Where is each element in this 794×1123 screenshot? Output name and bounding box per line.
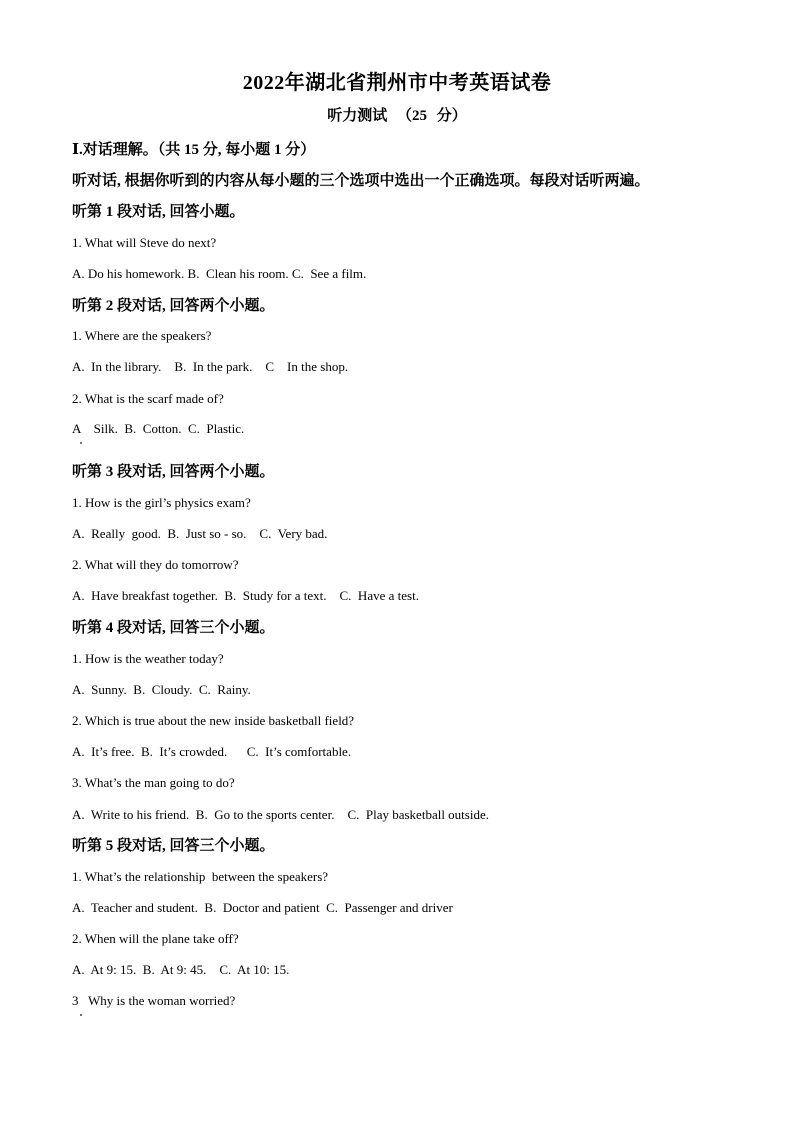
dialogue-4-question-3: 3. What’s the man going to do?	[72, 775, 235, 790]
dialogue-2-question-2: 2. What is the scarf made of?	[72, 391, 224, 406]
dialogue-4-question-2-options: A. It’s free. B. It’s crowded. C. It’s comfortable.	[72, 744, 352, 759]
dialogue-2-heading: 听第 2 段对话, 回答两个小题。	[72, 298, 275, 314]
dialogue-4-heading: 听第 4 段对话, 回答三个小题。	[72, 620, 275, 636]
scan-dot	[80, 1014, 82, 1016]
dialogue-3-heading: 听第 3 段对话, 回答两个小题。	[72, 464, 275, 480]
dialogue-1-question-1-options: A. Do his homework. B. Clean his room. C. See a film.	[72, 266, 367, 281]
dialogue-4-question-1: 1. How is the weather today?	[72, 651, 224, 666]
dialogue-2-question-1: 1. Where are the speakers?	[72, 328, 212, 343]
dialogue-3-question-1: 1. How is the girl’s physics exam?	[72, 495, 251, 510]
dialogue-5-question-1-options: A. Teacher and student. B. Doctor and patient C. Passenger and driver	[72, 900, 453, 915]
dialogue-4-question-1-options: A. Sunny. B. Cloudy. C. Rainy.	[72, 682, 251, 697]
dialogue-5-question-1: 1. What’s the relationship between the speakers?	[72, 869, 329, 884]
dialogue-2-question-2-options: A Silk. B. Cotton. C. Plastic.	[72, 421, 245, 436]
dialogue-1-heading: 听第 1 段对话, 回答小题。	[72, 204, 245, 220]
dialogue-5-question-3: 3 Why is the woman worried?	[72, 993, 236, 1008]
dialogue-2-question-1-options: A. In the library. B. In the park. C In the shop.	[72, 359, 349, 374]
dialogue-3-question-2: 2. What will they do tomorrow?	[72, 557, 239, 572]
dialogue-1-question-1: 1. What will Steve do next?	[72, 235, 217, 250]
section-instruction: 听对话, 根据你听到的内容从每小题的三个选项中选出一个正确选项。每段对话听两遍。	[72, 173, 650, 189]
dialogue-3-question-2-options: A. Have breakfast together. B. Study for a text. C. Have a test.	[72, 588, 419, 603]
exam-title: 2022年湖北省荆州市中考英语试卷	[242, 72, 552, 94]
dialogue-5-question-2-options: A. At 9: 15. B. At 9: 45. C. At 10: 15.	[72, 962, 290, 977]
dialogue-5-question-2: 2. When will the plane take off?	[72, 931, 239, 946]
dialogue-3-question-1-options: A. Really good. B. Just so - so. C. Very bad.	[72, 526, 328, 541]
dialogue-5-heading: 听第 5 段对话, 回答三个小题。	[72, 838, 275, 854]
listening-test-subtitle: 听力测试 （25 分）	[327, 108, 467, 124]
scan-dot	[80, 442, 82, 444]
dialogue-4-question-2: 2. Which is true about the new inside basketball field?	[72, 713, 355, 728]
section-heading: Ⅰ.对话理解。（共 15 分, 每小题 1 分）	[72, 142, 316, 158]
dialogue-4-question-3-options: A. Write to his friend. B. Go to the sports center. C. Play basketball outside.	[72, 807, 489, 822]
